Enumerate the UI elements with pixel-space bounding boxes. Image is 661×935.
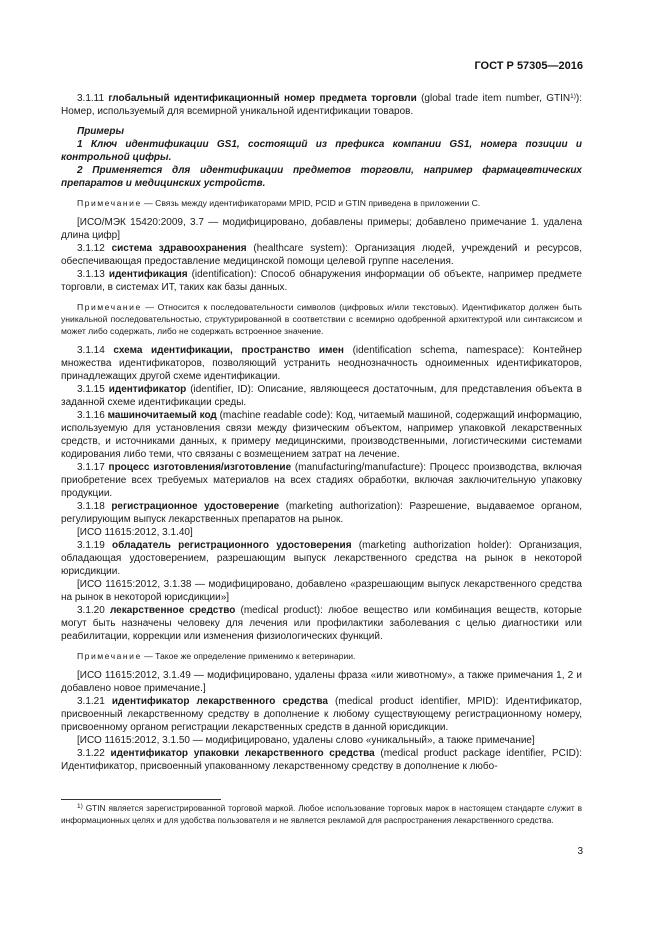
reference: [ИСО 11615:2012, 3.1.49 — модифицировано, удалены фраза «или животному», а также примечания 1, 2 и добавлено новое примечание.] xyxy=(61,670,582,694)
term-text: ): Номер, используемый для всемирной уникальной идентификации товаров. xyxy=(61,93,582,117)
footnote-divider xyxy=(61,799,221,800)
term-number: 3.1.16 xyxy=(77,410,108,421)
term-3-1-13 xyxy=(61,268,582,294)
term-number: 3.1.20 xyxy=(77,605,110,616)
examples-title: Примеры xyxy=(77,126,125,137)
term-title: система здравоохранения xyxy=(111,243,247,254)
term-title: машиночитаемый код xyxy=(107,410,217,421)
term-number: 3.1.11 xyxy=(77,93,109,104)
term-title: регистрационное удостоверение xyxy=(111,501,280,512)
page-body xyxy=(61,92,582,773)
term-title: идентификация xyxy=(108,269,188,280)
term-text: (identification): Способ обнаружения информации об объекте, например предмете торговли, в системах ИТ, таких как базы данных. xyxy=(61,269,582,293)
term-text: (manufacturing/manufacture): Процесс производства, включая приобретение всех требуемых материалов на всех стадиях обработки, включая заключительную упаковку продукции. xyxy=(61,462,582,499)
term-number: 3.1.12 xyxy=(77,243,112,254)
term-3-1-21 xyxy=(61,695,582,734)
footnote-text: GTIN является зарегистрированной торговой маркой. Любое использование торговых марок в настоящем стандарте служит в информационных целях и для удобства пользователя и не является рекламой для распространения лекарственного средства. xyxy=(61,803,582,825)
reference: [ИСО 11615:2012, 3.1.40] xyxy=(77,527,193,538)
page-number: 3 xyxy=(577,846,583,857)
note xyxy=(61,301,582,337)
reference: [ИСО 11615:2012, 3.1.50 — модифицировано, удалены слово «уникальный», а также примечание] xyxy=(77,735,535,746)
standard-header: ГОСТ Р 57305—2016 xyxy=(474,60,583,72)
term-3-1-17 xyxy=(61,461,582,500)
term-3-1-14 xyxy=(61,344,582,383)
footnote-mark: 1) xyxy=(77,803,83,810)
term-3-1-16 xyxy=(61,409,582,461)
term-text: (medical product identifier, MPID): Идентификатор, присвоенный лекарственному средству в дополнение к любому существующему регистрационному номеру, присвоенному органом регистрации лекарственных средств в данной юрисдикции. xyxy=(61,696,583,733)
term-3-1-19 xyxy=(61,539,582,578)
term-number: 3.1.13 xyxy=(77,269,109,280)
term-number: 3.1.15 xyxy=(77,384,109,395)
example-item: 1 Ключ идентификации GS1, состоящий из префикса компании GS1, номера позиции и контрольной цифры. xyxy=(61,139,582,163)
term-title: идентификатор лекарственного средства xyxy=(111,696,328,707)
footnote xyxy=(61,803,582,826)
term-number: 3.1.21 xyxy=(77,696,112,707)
term-number: 3.1.18 xyxy=(77,501,112,512)
term-title: идентификатор упаковки лекарственного средства xyxy=(110,748,375,759)
term-3-1-15 xyxy=(61,383,582,409)
term-title: глобальный идентификационный номер предмета торговли xyxy=(108,93,417,104)
note xyxy=(61,650,582,662)
term-text: (identification schema, namespace): Контейнер множества идентификаторов, позволяющий устранить неоднозначность одноименных идентификаторов, принадлежащих другой схеме идентификации. xyxy=(61,345,582,382)
footnote-ref: 1) xyxy=(570,93,576,100)
term-title: идентификатор xyxy=(108,384,187,395)
term-number: 3.1.14 xyxy=(77,345,114,356)
term-title: лекарственное средство xyxy=(109,605,236,616)
term-3-1-20 xyxy=(61,604,582,643)
term-title: схема идентификации, пространство имен xyxy=(113,345,344,356)
term-text: (machine readable code): Код, читаемый машиной, содержащий информацию, используемую для установления связи между физическим объектом, например упаковкой лекарственных средств, и источниками данных, к примеру медицинскими, производственными, логистическими системами кодирования либо теми, что связаны с возмещением затрат на лечение. xyxy=(61,410,582,460)
term-3-1-12 xyxy=(61,242,582,268)
term-text: (medical product package identifier, PCID): Идентификатор, присвоенный упакованному лекарственному средству в дополнение к любо- xyxy=(61,748,582,772)
example-item: 2 Применяется для идентификации предметов торговли, например фармацевтических препаратов и медицинских устройств. xyxy=(61,165,582,189)
note-text: — Такое же определение применимо к ветеринарии. xyxy=(141,651,356,661)
note-text: — Относится к последовательности символов (цифровых и/или текстовых). Идентификатор должен быть уникальной последовательностью, структурированной в соответствии с всемирно одобренной архитектурой или синтаксисом и может либо содержать, либо не содержать встроенное значение. xyxy=(61,302,582,336)
term-text: (identifier, ID): Описание, являющееся достаточным, для представления объекта в заданной схеме идентификации среды. xyxy=(61,384,582,408)
note-text: — Связь между идентификаторами MPID, PCID и GTIN приведена в приложении С. xyxy=(141,198,481,208)
reference: [ИСО 11615:2012, 3.1.38 — модифицировано, добавлено «разрешающим выпуск лекарственного средства на рынок в некоторой юрисдикции»] xyxy=(61,579,582,603)
term-text: (marketing authorization): Разрешение, выдаваемое органом, регулирующим выпуск лекарственных препаратов на рынок. xyxy=(61,501,582,525)
term-number: 3.1.17 xyxy=(77,462,109,473)
term-3-1-22 xyxy=(61,747,582,773)
term-3-1-18 xyxy=(61,500,582,526)
term-number: 3.1.19 xyxy=(77,540,113,551)
note-label: Примечание xyxy=(77,651,142,661)
term-text: (medical product): любое вещество или комбинация веществ, которые могут быть назначены человеку для лечения или профилактики заболевания с целью диагностики или реабилитации, коррекции или изменения физиологических функций. xyxy=(61,605,582,642)
term-text: (healthcare system): Организация людей, учреждений и ресурсов, обеспечивающая предоставление медицинской помощи целевой группе населения. xyxy=(61,243,582,267)
term-text: (marketing authorization holder): Организация, обладающая удостоверением, разрешающим выпуск лекарственного средства на рынок в некоторой юрисдикции. xyxy=(61,540,583,577)
term-text: (global trade item number, GTIN xyxy=(416,93,571,104)
note-label: Примечание xyxy=(77,302,142,312)
term-number: 3.1.22 xyxy=(77,748,111,759)
reference: [ИСО/МЭК 15420:2009, 3.7 — модифицировано, добавлены примеры; добавлено примечание 1. удалена длина цифр] xyxy=(61,217,582,241)
note xyxy=(61,197,582,209)
note-label: Примечание xyxy=(77,198,142,208)
term-title: обладатель регистрационного удостоверения xyxy=(112,540,352,551)
term-title: процесс изготовления/изготовление xyxy=(108,462,292,473)
term-3-1-11 xyxy=(61,92,582,118)
